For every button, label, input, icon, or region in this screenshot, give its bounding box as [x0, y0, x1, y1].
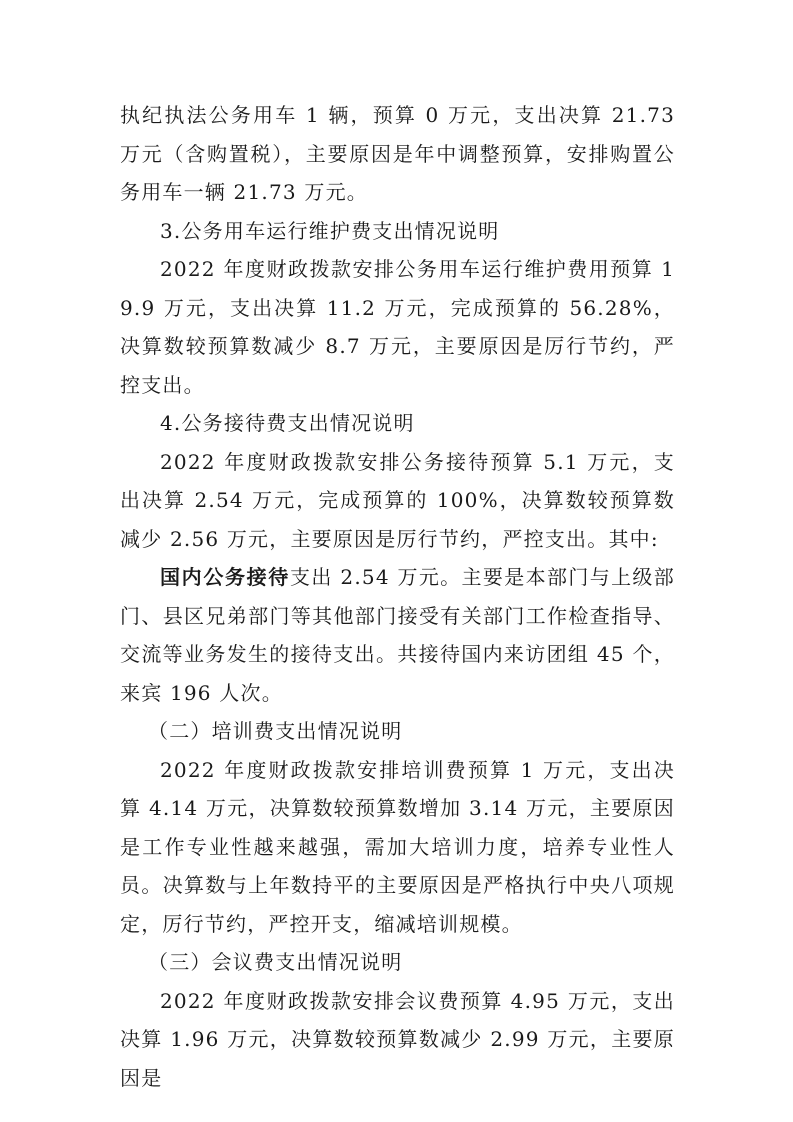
- document-page: [120, 96, 675, 1097]
- paragraph-vehicle-purchase: 执纪执法公务用车 1 辆，预算 0 万元，支出决算 21.73 万元（含购置税），主要原因是年中调整预算，安排购置公务用车一辆 21.73 万元。: [120, 103, 675, 204]
- paragraph-reception: 2022 年度财政拨款安排公务接待预算 5.1 万元，支出决算 2.54 万元，完成预算的 100%，决算数较预算数减少 2.56 万元，主要原因是厉行节约，严控支出。其中:: [120, 449, 675, 551]
- heading-reception: 4.公务接待费支出情况说明: [160, 411, 415, 435]
- paragraph-meeting: 2022 年度财政拨款安排会议费预算 4.95 万元，支出决算 1.96 万元，决算数较预算数减少 2.99 万元，主要原因是: [120, 988, 675, 1090]
- heading-meeting: （三）会议费支出情况说明: [148, 950, 403, 974]
- domestic-reception-text: 支出 2.54 万元。主要是本部门与上级部门、县区兄弟部门等其他部门接受有关部门工作检查指导、交流等业务发生的接待支出。共接待国内来访团组 45 个，来宾 196 人次。: [120, 565, 675, 705]
- heading-training: （二）培训费支出情况说明: [148, 719, 403, 743]
- domestic-reception-label: 国内公务接待: [160, 565, 290, 589]
- paragraph-vehicle-maintenance: 2022 年度财政拨款安排公务用车运行维护费用预算 19.9 万元，支出决算 11.2 万元，完成预算的 56.28%，决算数较预算数减少 8.7 万元，主要原因是厉行节约，严控支出。: [120, 257, 675, 397]
- paragraph-training: 2022 年度财政拨款安排培训费预算 1 万元，支出决算 4.14 万元，决算数较预算数增加 3.14 万元，主要原因是工作专业性越来越强，需加大培训力度，培养专业性人员。决算数与上年数持平的主要原因是严格执行中央八项规定，厉行节约，严控开支，缩减培训规模。: [120, 757, 675, 936]
- paragraph-domestic-reception: [120, 558, 675, 712]
- heading-vehicle-maintenance: 3.公务用车运行维护费支出情况说明: [160, 218, 500, 243]
